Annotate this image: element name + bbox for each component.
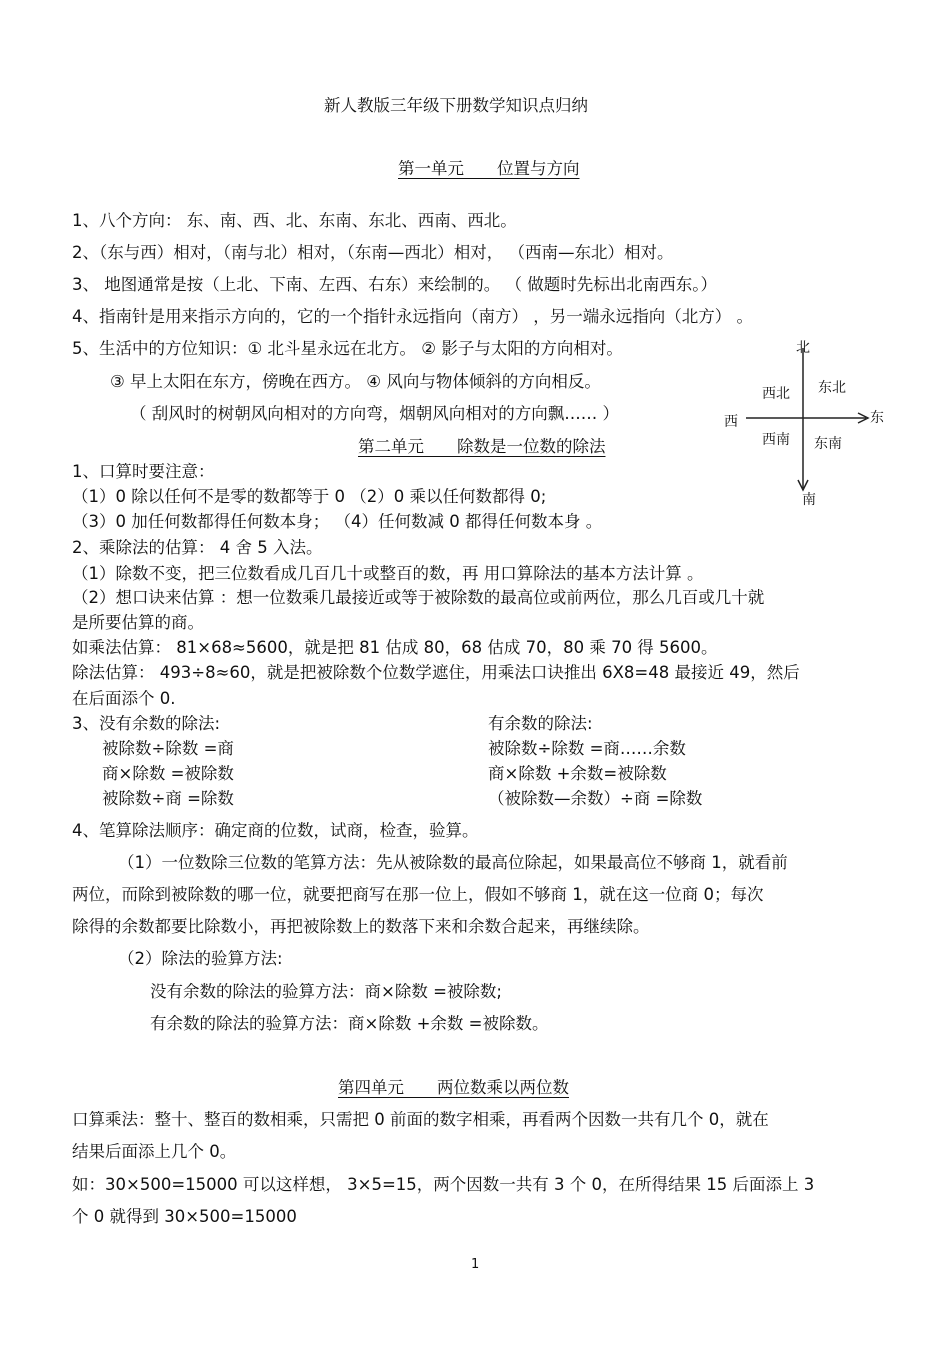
unit2-line-6: （2）想口诀来估算 ：想一位数乘几最接近或等于被除数的最高位或前两位，那么几百或几十就 bbox=[72, 588, 765, 607]
unit2-line-8: 如乘法估算： 81×68≈5600，就是把 81 估成 80，68 估成 70，80 乘 70 得 5600。 bbox=[72, 638, 718, 657]
compass-northwest-label: 西北 bbox=[762, 386, 790, 402]
unit2-line-1: 1、口算时要注意： bbox=[72, 462, 215, 481]
compass-axes bbox=[718, 338, 893, 513]
formula-with-remainder-2: 商×除数 +余数=被除数 bbox=[488, 764, 667, 783]
compass-south-label: 南 bbox=[802, 492, 816, 508]
page-number: 1 bbox=[471, 1257, 480, 1272]
unit1-line-1: 1、八个方向： 东、南、西、北、东南、东北、西南、西北。 bbox=[72, 211, 517, 230]
unit2-line-17: 两位，而除到被除数的哪一位，就要把商写在那一位上，假如不够商 1，就在这一位商 0；每次 bbox=[72, 885, 764, 904]
unit2-line-18: 除得的余数都要比除数小，再把被除数上的数落下来和余数合起来，再继续除。 bbox=[72, 917, 650, 936]
document-title: 新人教版三年级下册数学知识点归纳 bbox=[324, 96, 588, 115]
unit2-line-10: 在后面添个 0. bbox=[72, 689, 176, 708]
formula-no-remainder-1: 被除数÷除数 =商 bbox=[102, 739, 234, 758]
unit2-line-19: （2）除法的验算方法: bbox=[118, 949, 283, 968]
unit2-heading: 第二单元 除数是一位数的除法 bbox=[358, 437, 606, 456]
unit2-line-5: （1）除数不变，把三位数看成几百几十或整百的数，再 用口算除法的基本方法计算 。 bbox=[72, 564, 704, 583]
division-no-remainder-heading: 3、没有余数的除法: bbox=[72, 714, 221, 733]
compass-southwest-label: 西南 bbox=[762, 432, 790, 448]
unit1-line-2: 2、（东与西）相对，（南与北）相对，（东南—西北）相对， （西南—东北）相对。 bbox=[72, 243, 674, 262]
compass-west-label: 西 bbox=[724, 414, 738, 430]
unit2-line-21: 有余数的除法的验算方法：商×除数 +余数 =被除数。 bbox=[150, 1014, 549, 1033]
unit4-line-4: 个 0 就得到 30×500=15000 bbox=[72, 1207, 297, 1226]
compass-north-label: 北 bbox=[796, 340, 810, 356]
unit2-line-15: 4、笔算除法顺序：确定商的位数，试商，检查，验算。 bbox=[72, 821, 479, 840]
unit1-line-6: ③ 早上太阳在东方，傍晚在西方。 ④ 风向与物体倾斜的方向相反。 bbox=[110, 372, 601, 391]
unit4-line-3: 如：30×500=15000 可以这样想， 3×5=15，两个因数一共有 3 个 0，在所得结果 15 后面添上 3 bbox=[72, 1175, 815, 1194]
unit2-line-20: 没有余数的除法的验算方法：商×除数 =被除数; bbox=[150, 982, 502, 1001]
unit2-line-4: 2、乘除法的估算： 4 舍 5 入法。 bbox=[72, 538, 323, 557]
unit1-line-4: 4、指南针是用来指示方向的，它的一个指针永远指向（南方） ，另一端永远指向（北方） 。 bbox=[72, 307, 753, 326]
unit2-line-3: （3）0 加任何数都得任何数本身； （4）任何数减 0 都得任何数本身 。 bbox=[72, 512, 603, 531]
formula-with-remainder-1: 被除数÷除数 =商……余数 bbox=[488, 739, 686, 758]
division-with-remainder-heading: 有余数的除法: bbox=[488, 714, 593, 733]
unit2-line-7: 是所要估算的商。 bbox=[72, 613, 204, 632]
compass-northeast-label: 东北 bbox=[818, 380, 846, 396]
compass-diagram bbox=[718, 338, 893, 513]
unit4-line-1: 口算乘法：整十、整百的数相乘，只需把 0 前面的数字相乘，再看两个因数一共有几个 0，就在 bbox=[72, 1110, 769, 1129]
unit4-heading: 第四单元 两位数乘以两位数 bbox=[338, 1078, 569, 1097]
unit2-line-9: 除法估算： 493÷8≈60，就是把被除数个位数学遮住，用乘法口诀推出 6X8=48 最接近 49，然后 bbox=[72, 663, 800, 682]
unit1-heading: 第一单元 位置与方向 bbox=[398, 159, 580, 178]
formula-no-remainder-3: 被除数÷商 =除数 bbox=[102, 789, 234, 808]
compass-southeast-label: 东南 bbox=[814, 436, 842, 452]
formula-with-remainder-3: （被除数—余数）÷商 =除数 bbox=[488, 789, 703, 808]
unit1-line-5: 5、生活中的方位知识：① 北斗星永远在北方。 ② 影子与太阳的方向相对。 bbox=[72, 339, 623, 358]
unit2-line-2: （1）0 除以任何不是零的数都等于 0 （2）0 乘以任何数都得 0; bbox=[72, 487, 547, 506]
unit1-line-7: （ 刮风时的树朝风向相对的方向弯，烟朝风向相对的方向飘…… ） bbox=[130, 404, 619, 423]
unit2-line-16: （1）一位数除三位数的笔算方法：先从被除数的最高位除起，如果最高位不够商 1，就看前 bbox=[118, 853, 788, 872]
unit4-line-2: 结果后面添上几个 0。 bbox=[72, 1142, 237, 1161]
unit1-line-3: 3、 地图通常是按（上北、下南、左西、右东）来绘制的。 （ 做题时先标出北南西东。） bbox=[72, 275, 717, 294]
compass-east-label: 东 bbox=[870, 410, 884, 426]
formula-no-remainder-2: 商×除数 =被除数 bbox=[102, 764, 234, 783]
